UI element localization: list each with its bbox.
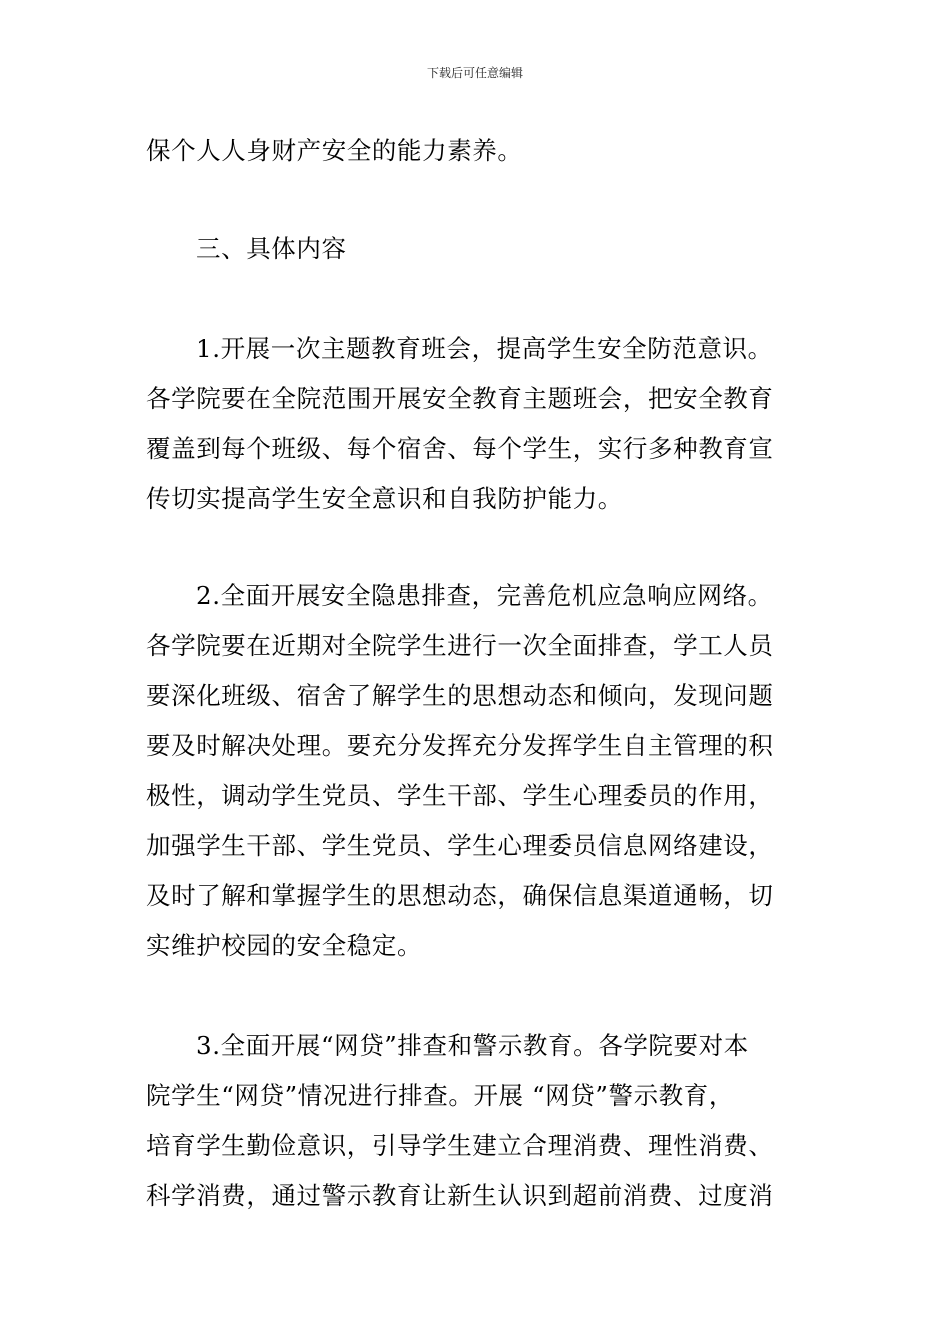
- text-line: 保个人人身财产安全的能力素养。: [146, 136, 523, 165]
- text-line: 要及时解决处理。要充分发挥充分发挥学生自主管理的积: [146, 731, 774, 760]
- text-line: 及时了解和掌握学生的思想动态，确保信息渠道通畅，切: [146, 881, 774, 910]
- paragraph-item-3: [146, 1021, 806, 1221]
- text-line: 3.全面开展“网贷”排查和警示教育。各学院要对本: [196, 1031, 749, 1060]
- text-line: 各学院要在近期对全院学生进行一次全面排查，学工人员: [146, 631, 774, 660]
- text-line: 传切实提高学生安全意识和自我防护能力。: [146, 484, 623, 513]
- text-line: 各学院要在全院范围开展安全教育主题班会，把安全教育: [146, 384, 774, 413]
- text-line: 2.全面开展安全隐患排查，完善危机应急响应网络。: [196, 581, 773, 610]
- text-line: 1.开展一次主题教育班会，提高学生安全防范意识。: [196, 334, 773, 363]
- text-line: 实维护校园的安全稳定。: [146, 931, 423, 960]
- text-line: 极性，调动学生党员、学生干部、学生心理委员的作用，: [146, 781, 774, 810]
- text-line: 加强学生干部、学生党员、学生心理委员信息网络建设，: [146, 831, 774, 860]
- paragraph-item-1: [146, 324, 806, 524]
- text-line: 培育学生勤俭意识，引导学生建立合理消费、理性消费、: [146, 1131, 774, 1160]
- section-heading-block: [146, 224, 806, 274]
- paragraph-continuation: [146, 126, 806, 176]
- text-line: 院学生“网贷”情况进行排查。开展 “网贷”警示教育，: [146, 1081, 734, 1110]
- section-heading: 三、具体内容: [196, 234, 347, 263]
- text-line: 要深化班级、宿舍了解学生的思想动态和倾向，发现问题: [146, 681, 774, 710]
- paragraph-item-2: [146, 571, 806, 971]
- text-line: 科学消费，通过警示教育让新生认识到超前消费、过度消: [146, 1181, 774, 1210]
- page-header-note: 下载后可任意编辑: [426, 66, 523, 80]
- text-line: 覆盖到每个班级、每个宿舍、每个学生，实行多种教育宣: [146, 434, 774, 463]
